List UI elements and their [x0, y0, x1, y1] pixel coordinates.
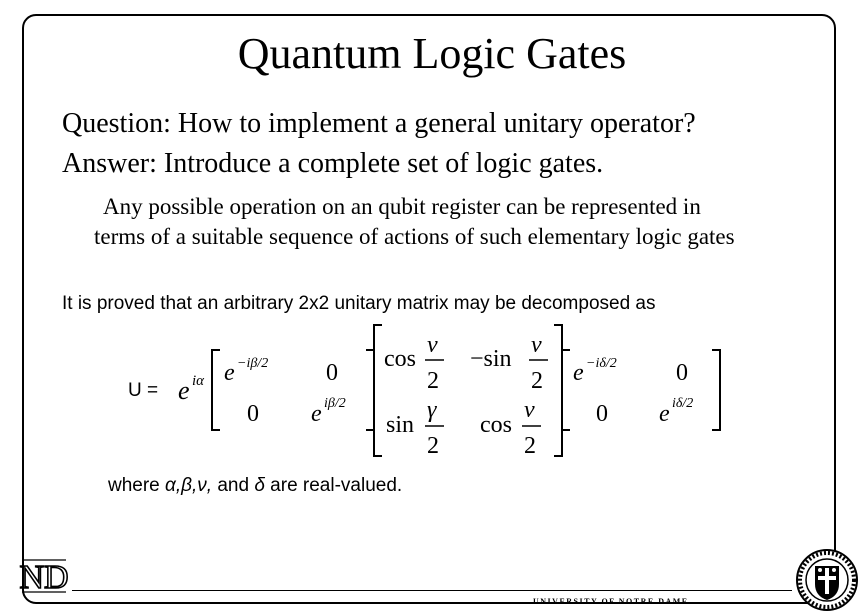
- matrix1-right-bracket: [366, 350, 374, 430]
- m3-b: 0: [676, 360, 688, 386]
- m1-c: 0: [247, 401, 259, 427]
- m2-b-num: ν: [531, 332, 542, 358]
- footer-rule: [72, 590, 792, 591]
- where-delta: δ: [254, 475, 265, 496]
- matrix2-right-bracket: [554, 325, 562, 456]
- slide-title: Quantum Logic Gates: [237, 29, 627, 78]
- m2-c-fn: sin: [386, 412, 415, 438]
- u-equals-label: U =: [128, 380, 159, 401]
- answer-text: Answer: Introduce a complete set of logic gates.: [62, 148, 604, 179]
- question-text: Question: How to implement a general unitary operator?: [62, 108, 696, 139]
- matrix1-left-bracket: [212, 350, 220, 430]
- detail-line-1: Any possible operation on an qubit register can be represented in: [103, 194, 701, 219]
- phase-exponent: iα: [192, 373, 205, 389]
- matrix3-right-bracket: [712, 350, 720, 430]
- m2-d-fn: cos: [480, 412, 512, 438]
- m1-a-exp: −iβ/2: [237, 356, 269, 371]
- m2-a-fn: cos: [384, 346, 416, 372]
- m2-d-den: 2: [524, 433, 536, 459]
- m2-a-den: 2: [427, 368, 439, 394]
- m3-a-base: e: [573, 360, 584, 386]
- nd-monogram-letters: ND: [19, 559, 69, 596]
- m3-d-base: e: [659, 401, 670, 427]
- proved-text: It is proved that an arbitrary 2x2 unitary matrix may be decomposed as: [62, 293, 656, 314]
- nd-monogram-logo-icon: [16, 552, 72, 600]
- m2-a-num: ν: [427, 332, 438, 358]
- m2-c-den: 2: [427, 433, 439, 459]
- university-name: UNIVERSITY OF NOTRE DAME: [533, 597, 689, 606]
- m3-a-exp: −iδ/2: [586, 356, 617, 371]
- m1-d-exp: iβ/2: [324, 396, 346, 411]
- m3-d-exp: iδ/2: [672, 396, 694, 411]
- detail-line-2: terms of a suitable sequence of actions of such elementary logic gates: [94, 224, 735, 249]
- where-and: and: [212, 475, 255, 496]
- university-seal-icon: [794, 548, 860, 612]
- m1-a-base: e: [224, 360, 235, 386]
- m2-b-fn: −sin: [470, 346, 512, 372]
- phase-base: e: [178, 376, 190, 405]
- where-text: [108, 475, 402, 497]
- m2-d-num: ν: [524, 397, 535, 423]
- m2-b-den: 2: [531, 368, 543, 394]
- m2-c-num: γ: [427, 397, 437, 423]
- where-prefix: where: [108, 475, 166, 496]
- matrix2-left-bracket: [374, 325, 382, 456]
- matrix3-left-bracket: [562, 350, 570, 430]
- m3-c: 0: [596, 401, 608, 427]
- m1-b: 0: [326, 360, 338, 386]
- where-suffix: are real-valued.: [264, 475, 403, 496]
- m1-d-base: e: [311, 401, 322, 427]
- where-variables: α,β,ν,: [165, 475, 213, 496]
